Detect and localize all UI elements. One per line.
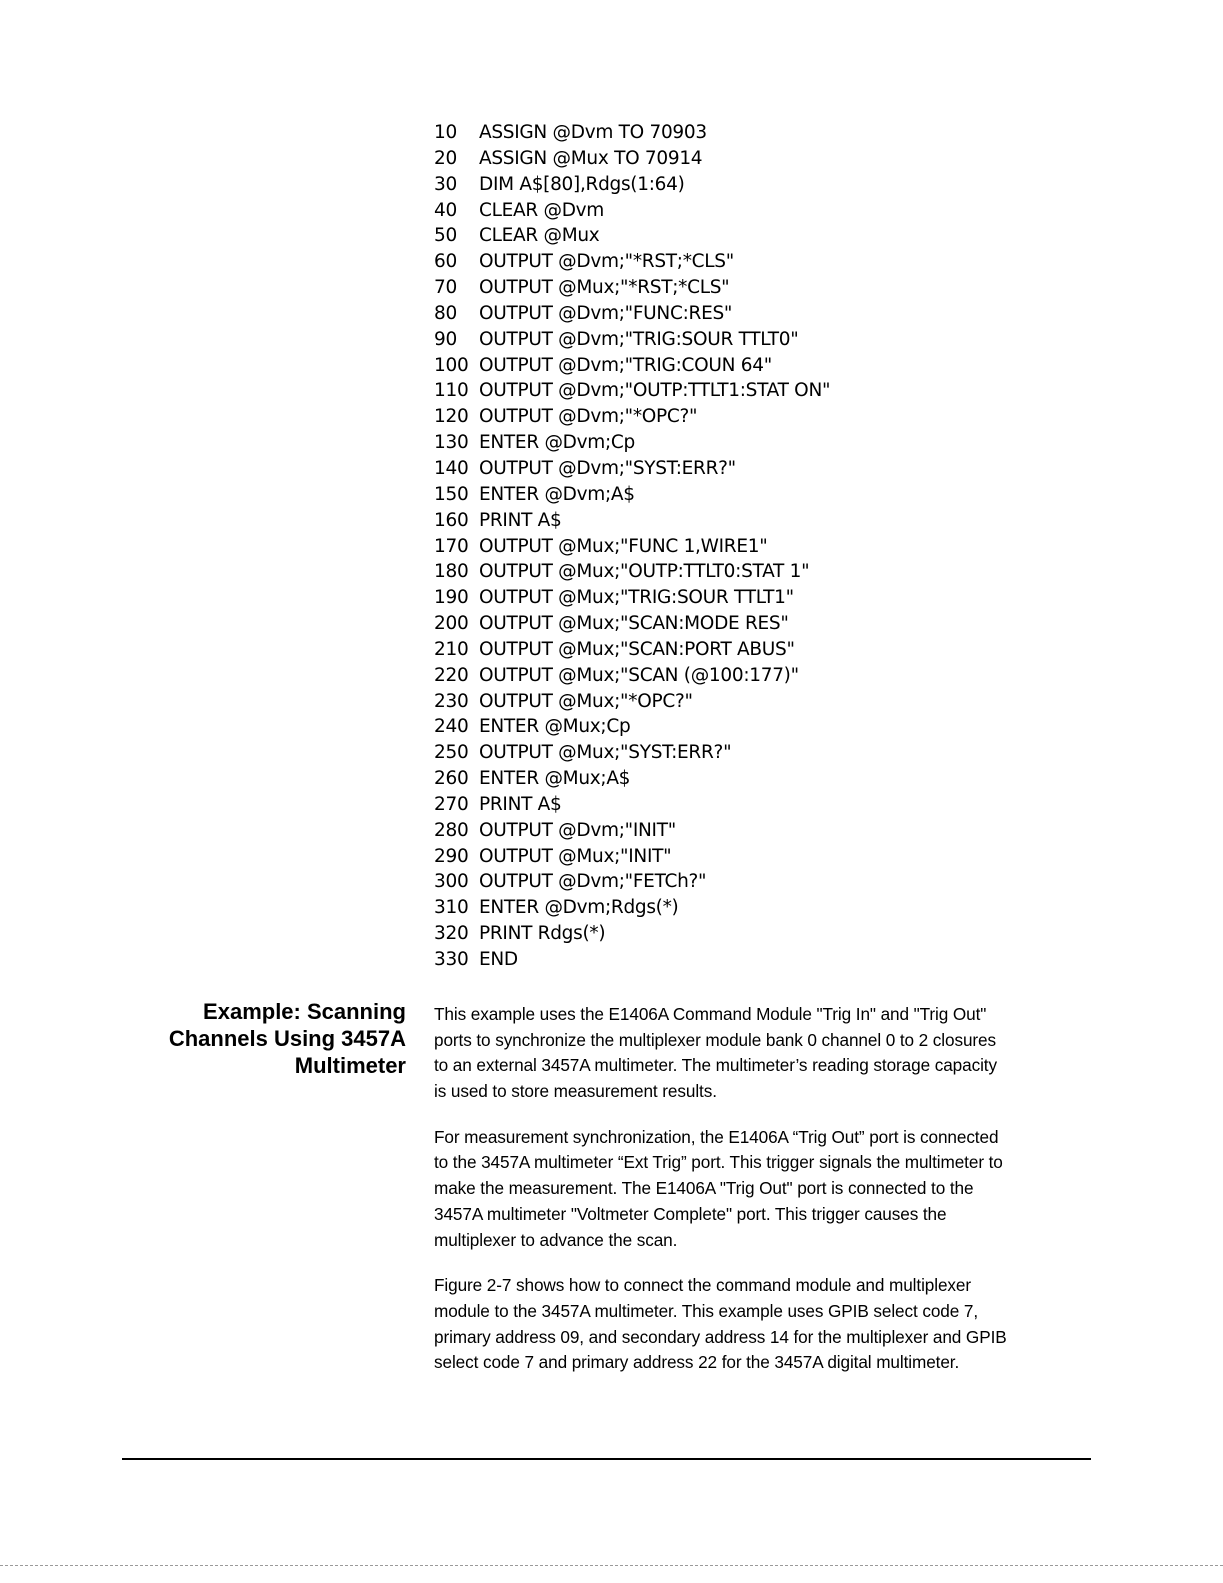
code-text: OUTPUT @Dvm;"TRIG:COUN 64" bbox=[479, 354, 772, 376]
code-line bbox=[434, 585, 830, 611]
code-line bbox=[434, 430, 830, 456]
code-line bbox=[434, 611, 830, 637]
line-number: 50 bbox=[434, 225, 457, 247]
code-line bbox=[434, 818, 830, 844]
line-number: 70 bbox=[434, 277, 457, 299]
code-text: OUTPUT @Mux;"OUTP:TTLT0:STAT 1" bbox=[479, 561, 810, 583]
code-line bbox=[434, 249, 830, 275]
line-number: 10 bbox=[434, 122, 457, 143]
code-text: OUTPUT @Dvm;"OUTP:TTLT1:STAT ON" bbox=[479, 380, 831, 402]
program-listing bbox=[434, 120, 830, 973]
code-text: END bbox=[479, 949, 518, 970]
code-text: ENTER @Dvm;A$ bbox=[479, 483, 635, 505]
code-text: OUTPUT @Dvm;"*RST;*CLS" bbox=[479, 251, 734, 273]
code-line bbox=[434, 637, 830, 663]
line-number: 330 bbox=[434, 949, 469, 970]
code-text: ENTER @Mux;Cp bbox=[479, 716, 631, 738]
code-text: OUTPUT @Dvm;"FUNC:RES" bbox=[479, 302, 733, 324]
code-text: OUTPUT @Dvm;"*OPC?" bbox=[479, 406, 698, 428]
code-text: OUTPUT @Mux;"SCAN:PORT ABUS" bbox=[479, 638, 795, 660]
code-line bbox=[434, 844, 830, 870]
line-number: 120 bbox=[434, 406, 469, 428]
code-line bbox=[434, 766, 830, 792]
line-number: 60 bbox=[434, 251, 457, 273]
code-text: OUTPUT @Mux;"FUNC 1,WIRE1" bbox=[479, 535, 768, 557]
paragraph bbox=[434, 1273, 1094, 1376]
code-text: OUTPUT @Mux;"SCAN (@100:177)" bbox=[479, 664, 799, 686]
code-text: ASSIGN @Mux TO 70914 bbox=[479, 147, 703, 169]
code-line bbox=[434, 172, 830, 198]
code-text: OUTPUT @Mux;"SCAN:MODE RES" bbox=[479, 613, 789, 635]
line-number: 260 bbox=[434, 768, 469, 790]
line-number: 80 bbox=[434, 302, 457, 324]
code-text: OUTPUT @Dvm;"FETCh?" bbox=[479, 871, 707, 893]
line-number: 320 bbox=[434, 923, 469, 945]
line-number: 100 bbox=[434, 354, 469, 376]
code-text: OUTPUT @Dvm;"TRIG:SOUR TTLT0" bbox=[479, 328, 799, 350]
paragraph-line: to an external 3457A multimeter. The multimeter’s reading storage capacity bbox=[434, 1055, 997, 1076]
code-line bbox=[434, 275, 830, 301]
paragraph-line: to the 3457A multimeter “Ext Trig” port. This trigger signals the multimeter to bbox=[434, 1152, 1003, 1173]
paragraph-line: is used to store measurement results. bbox=[434, 1081, 717, 1102]
line-number: 230 bbox=[434, 690, 469, 712]
code-line bbox=[434, 301, 830, 327]
code-line bbox=[434, 198, 830, 224]
line-number: 90 bbox=[434, 328, 457, 350]
code-line bbox=[434, 534, 830, 560]
code-text: CLEAR @Mux bbox=[479, 225, 600, 247]
code-text: PRINT Rdgs(*) bbox=[479, 923, 606, 945]
code-text: DIM A$[80],Rdgs(1:64) bbox=[479, 173, 685, 195]
paragraph bbox=[434, 1002, 1094, 1105]
paragraph-line: select code 7 and primary address 22 for the 3457A digital multimeter. bbox=[434, 1352, 960, 1373]
code-text: PRINT A$ bbox=[479, 509, 562, 531]
code-line bbox=[434, 947, 830, 973]
code-line bbox=[434, 223, 830, 249]
code-text: CLEAR @Dvm bbox=[479, 199, 605, 221]
code-text: PRINT A$ bbox=[479, 793, 562, 815]
code-line bbox=[434, 327, 830, 353]
code-line bbox=[434, 378, 830, 404]
line-number: 30 bbox=[434, 173, 457, 195]
paragraph bbox=[434, 1125, 1094, 1253]
code-text: OUTPUT @Dvm;"INIT" bbox=[479, 819, 676, 841]
page-edge-dashes bbox=[0, 1565, 1223, 1566]
code-text: OUTPUT @Dvm;"SYST:ERR?" bbox=[479, 457, 736, 479]
code-line bbox=[434, 663, 830, 689]
code-line bbox=[434, 792, 830, 818]
code-line bbox=[434, 120, 830, 146]
line-number: 40 bbox=[434, 199, 457, 221]
line-number: 220 bbox=[434, 664, 469, 686]
heading-line: Example: Scanning bbox=[203, 999, 406, 1024]
code-line bbox=[434, 404, 830, 430]
footer-rule bbox=[122, 1458, 1091, 1460]
line-number: 20 bbox=[434, 147, 457, 169]
paragraph-line: This example uses the E1406A Command Module "Trig In" and "Trig Out" bbox=[434, 1004, 987, 1024]
code-line bbox=[434, 921, 830, 947]
code-line bbox=[434, 895, 830, 921]
code-line bbox=[434, 146, 830, 172]
code-line bbox=[434, 353, 830, 379]
line-number: 110 bbox=[434, 380, 469, 402]
line-number: 140 bbox=[434, 457, 469, 479]
code-line bbox=[434, 559, 830, 585]
paragraph-line: For measurement synchronization, the E1406A “Trig Out” port is connected bbox=[434, 1126, 999, 1147]
code-text: OUTPUT @Mux;"*OPC?" bbox=[479, 690, 693, 712]
paragraph-line: multiplexer to advance the scan. bbox=[434, 1229, 678, 1250]
code-line bbox=[434, 456, 830, 482]
paragraph-line: ports to synchronize the multiplexer module bank 0 channel 0 to 2 closures bbox=[434, 1029, 997, 1050]
line-number: 280 bbox=[434, 819, 469, 841]
line-number: 200 bbox=[434, 613, 469, 635]
code-text: ENTER @Dvm;Rdgs(*) bbox=[479, 897, 679, 919]
line-number: 270 bbox=[434, 793, 469, 815]
code-line bbox=[434, 869, 830, 895]
line-number: 300 bbox=[434, 871, 469, 893]
paragraph-line: Figure 2-7 shows how to connect the command module and multiplexer bbox=[434, 1275, 971, 1296]
line-number: 130 bbox=[434, 432, 469, 454]
code-text: ENTER @Dvm;Cp bbox=[479, 432, 635, 454]
line-number: 180 bbox=[434, 561, 469, 583]
line-number: 240 bbox=[434, 716, 469, 738]
code-text: ASSIGN @Dvm TO 70903 bbox=[479, 122, 707, 143]
paragraph-line: make the measurement. The E1406A "Trig Out" port is connected to the bbox=[434, 1178, 974, 1199]
line-number: 160 bbox=[434, 509, 469, 531]
code-line bbox=[434, 714, 830, 740]
code-line bbox=[434, 508, 830, 534]
section-heading bbox=[86, 998, 406, 1079]
body-text bbox=[434, 1002, 1094, 1396]
heading-line: Multimeter bbox=[294, 1053, 406, 1078]
line-number: 170 bbox=[434, 535, 469, 557]
paragraph-line: primary address 09, and secondary address 14 for the multiplexer and GPIB bbox=[434, 1326, 1007, 1347]
heading-line: Channels Using 3457A bbox=[168, 1026, 406, 1051]
line-number: 150 bbox=[434, 483, 469, 505]
line-number: 310 bbox=[434, 897, 469, 919]
code-text: OUTPUT @Mux;"INIT" bbox=[479, 845, 672, 867]
code-text: OUTPUT @Mux;"*RST;*CLS" bbox=[479, 277, 730, 299]
line-number: 210 bbox=[434, 638, 469, 660]
line-number: 190 bbox=[434, 587, 469, 609]
code-text: OUTPUT @Mux;"SYST:ERR?" bbox=[479, 742, 732, 764]
paragraph-line: module to the 3457A multimeter. This example uses GPIB select code 7, bbox=[434, 1300, 979, 1321]
code-text: ENTER @Mux;A$ bbox=[479, 768, 631, 790]
code-text: OUTPUT @Mux;"TRIG:SOUR TTLT1" bbox=[479, 587, 794, 609]
line-number: 290 bbox=[434, 845, 469, 867]
line-number: 250 bbox=[434, 742, 469, 764]
code-line bbox=[434, 740, 830, 766]
code-line bbox=[434, 689, 830, 715]
code-line bbox=[434, 482, 830, 508]
paragraph-line: 3457A multimeter "Voltmeter Complete" port. This trigger causes the bbox=[434, 1203, 947, 1224]
